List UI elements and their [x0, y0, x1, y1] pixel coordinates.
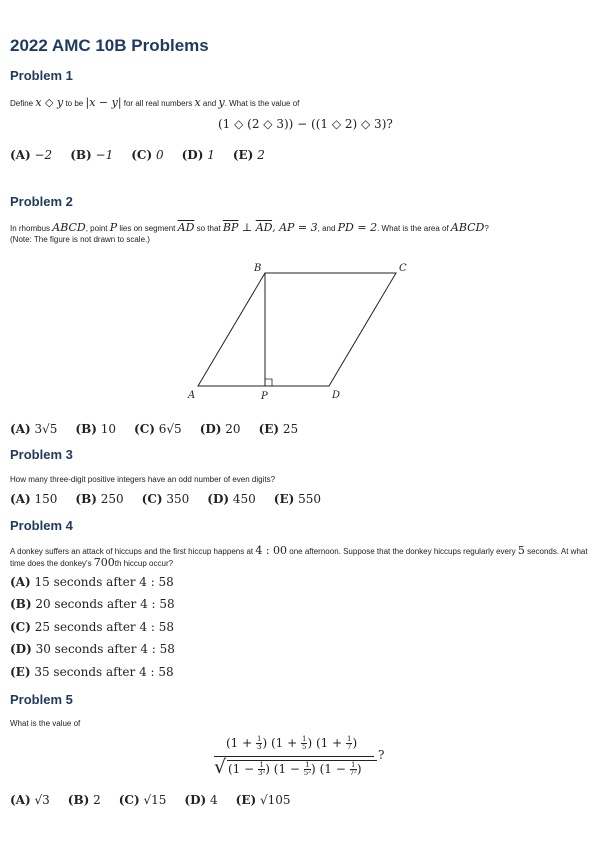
label-p: P — [261, 391, 268, 402]
answer-choice: (E) √105 — [235, 793, 291, 807]
answer-choice: (E) 25 — [258, 422, 299, 436]
page-title: 2022 AMC 10B Problems — [10, 36, 209, 55]
problem-1-heading: Problem 1 — [10, 68, 73, 83]
expression-denominator: (1 − $\frac{1}{\text{3²}}$ ) (1 − $\frac{1}{\text{5²}}$ ) (1 − $\frac{1}{\text{7²}}$ ) — [228, 761, 362, 777]
rhombus-shape — [198, 273, 396, 386]
problem-4-heading: Problem 4 — [10, 518, 73, 533]
problem-1-answers — [10, 148, 283, 162]
fraction-bar — [214, 756, 374, 757]
problem-1-text: Define x ◇ y to be |x − y| for all real numbers x and y. What is the value of — [10, 96, 300, 109]
problem-1-equation: (1 ◇ (2 ◇ 3)) − ((1 ◇ 2) ◇ 3)? — [218, 117, 393, 131]
answer-choice: (A) √3 — [10, 793, 50, 807]
question-mark: ? — [378, 748, 385, 762]
answer-choice: (A) −2 — [10, 148, 53, 162]
expression-numerator: (1 + $\frac{1}{3}$ ) (1 + $\frac{1}{5}$ ) (1 + $\frac{1}{7}$ ) — [226, 735, 358, 751]
problem-4-answer-b: (B) 20 seconds after 4 : 58 — [10, 597, 175, 611]
problem-2-note: (Note: The figure is not drawn to scale.) — [10, 235, 150, 244]
problem-5-text: What is the value of — [10, 719, 81, 728]
problem-4-text: A donkey suffers an attack of hiccups and the first hiccup happens at 4 : 00 one afternoon. Suppose that the donkey hiccups regularly every 5 seconds. At what time does the donkey's 700th hiccup occur? — [10, 544, 588, 569]
problem-3-text: How many three-digit positive integers have an odd number of even digits? — [10, 475, 276, 484]
label-c: C — [399, 263, 407, 274]
label-b: B — [254, 263, 262, 274]
problem-2-text: In rhombus ABCD, point P lies on segment $\overline{AD}$ so that $\overline{BP}$ ⊥ $\overline{AD}$, AP = 3, and PD = 2. What is the area of ABCD? — [10, 221, 489, 234]
radical-sign: √ — [214, 756, 227, 778]
answer-choice: (E) 550 — [273, 492, 322, 506]
answer-choice: (A) 150 — [10, 492, 58, 506]
answer-choice: (C) 350 — [141, 492, 190, 506]
problem-2-heading: Problem 2 — [10, 194, 73, 209]
answer-choice: (B) −1 — [70, 148, 114, 162]
problem-4-answer-e: (E) 35 seconds after 4 : 58 — [10, 665, 174, 679]
answer-choice: (D) 20 — [199, 422, 241, 436]
problem-4-answer-a: (A) 15 seconds after 4 : 58 — [10, 575, 174, 589]
rhombus-figure — [0, 255, 596, 405]
problem-2-answers — [10, 422, 316, 436]
answer-choice: (D) 4 — [184, 793, 218, 807]
label-d: D — [332, 390, 341, 401]
answer-choice: (C) 0 — [131, 148, 164, 162]
problem-4-answer-d: (D) 30 seconds after 4 : 58 — [10, 642, 175, 656]
label-a: A — [188, 390, 196, 401]
problem-5-expression — [214, 734, 394, 782]
answer-choice: (B) 2 — [67, 793, 101, 807]
answer-choice: (B) 250 — [75, 492, 124, 506]
answer-choice: (C) √15 — [118, 793, 167, 807]
answer-choice: (E) 2 — [232, 148, 265, 162]
answer-choice: (D) 1 — [181, 148, 215, 162]
problem-4-answer-c: (C) 25 seconds after 4 : 58 — [10, 620, 175, 634]
problem-5-heading: Problem 5 — [10, 692, 73, 707]
answer-choice: (D) 450 — [207, 492, 256, 506]
answer-choice: (C) 6√5 — [134, 422, 182, 436]
problem-5-answers — [10, 793, 309, 807]
answer-choice: (A) 3√5 — [10, 422, 58, 436]
problem-3-heading: Problem 3 — [10, 447, 73, 462]
answer-choice: (B) 10 — [75, 422, 117, 436]
problem-3-answers — [10, 492, 339, 506]
right-angle-mark — [265, 379, 272, 386]
